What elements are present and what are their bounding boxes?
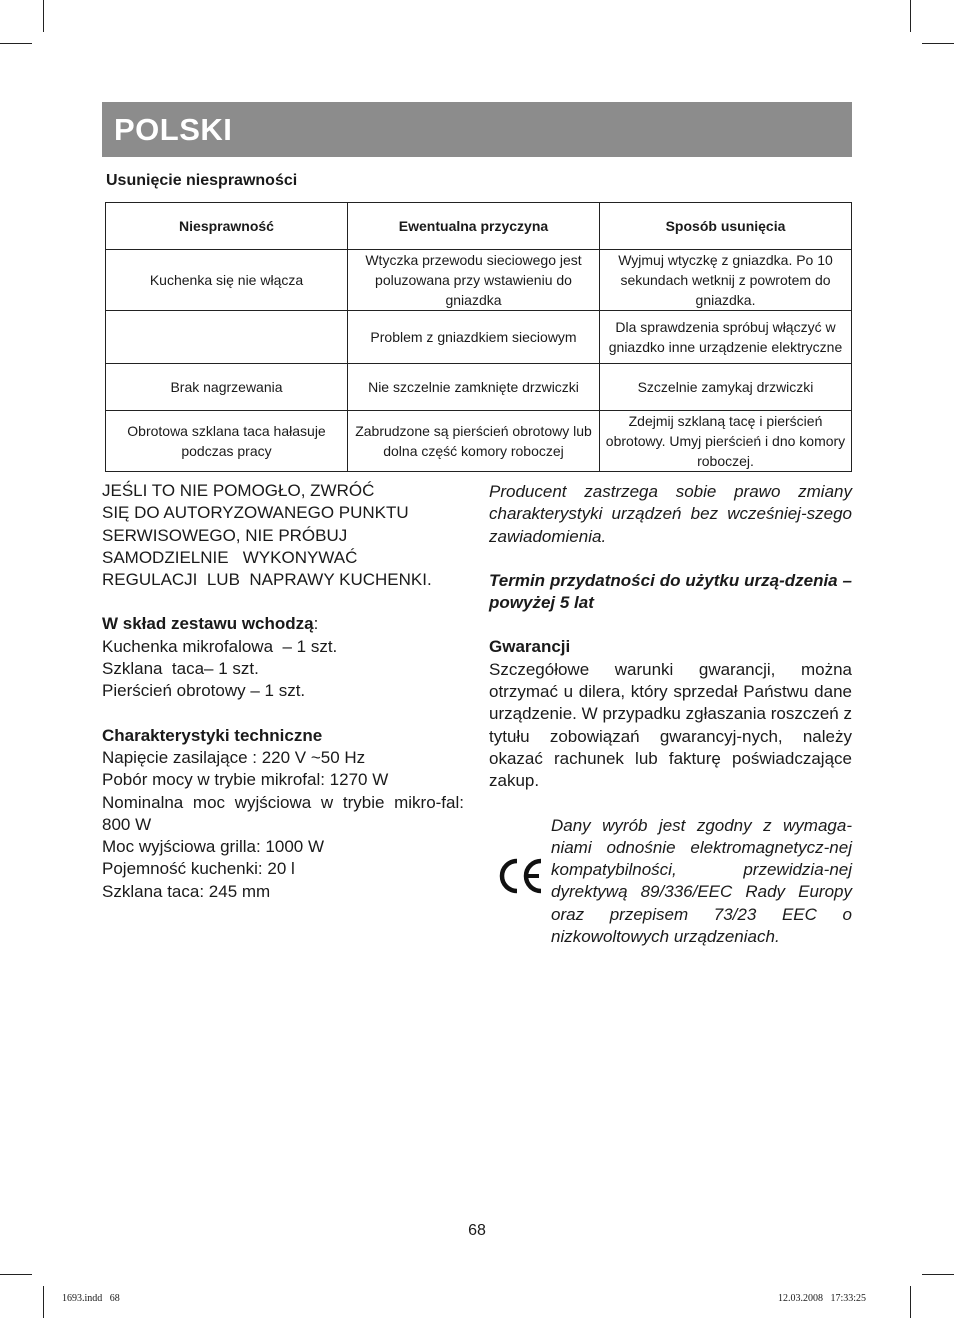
warranty-section (489, 636, 852, 792)
package-contents-title: W skład zestawu wchodzą (102, 614, 314, 634)
crop-mark (910, 1286, 911, 1318)
table-cell: Wyjmuj wtyczkę z gniazdka. Po 10 sekundach wetknij z powrotem do gniazdka. (600, 250, 852, 311)
table-cell: Wtyczka przewodu sieciowego jest poluzowana przy wstawieniu do gniazdka (348, 250, 600, 311)
spec-line: Szklana taca: 245 mm (102, 881, 271, 901)
table-cell: Problem z gniazdkiem sieciowym (348, 311, 600, 364)
crop-mark (922, 1274, 954, 1275)
spec-line: Pojemność kuchenki: 20 l (102, 859, 295, 879)
crop-mark (0, 43, 32, 44)
table-cell (106, 311, 348, 364)
column-header: Niesprawność (106, 203, 348, 250)
language-banner: POLSKI (102, 102, 852, 157)
spec-line: Napięcie zasilające : 220 V ~50 Hz (102, 747, 366, 767)
warning-line: REGULACJI LUB NAPRAWY KUCHENKI. (102, 570, 432, 590)
crop-mark (43, 0, 44, 32)
spec-line: Moc wyjściowa grilla: 1000 W (102, 837, 325, 857)
table-row (106, 364, 852, 411)
table-header-row (106, 203, 852, 250)
troubleshooting-title: Usunięcie niesprawności (106, 172, 298, 189)
crop-mark (0, 1274, 32, 1275)
table-row (106, 250, 852, 311)
service-warning (102, 480, 464, 591)
table-cell: Brak nagrzewania (106, 364, 348, 411)
spec-line: Nominalna moc wyjściowa w trybie mikro-fal: 800 W (102, 792, 464, 834)
package-contents-title-suffix: : (313, 614, 319, 634)
package-contents (102, 613, 464, 702)
table-cell: Zdejmij szklaną tacę i pierścień obrotowy. Umyj pierścień i dno komory roboczej. (600, 411, 852, 472)
table-cell: Dla sprawdzenia spróbuj włączyć w gniazdko inne urządzenie elektryczne (600, 311, 852, 364)
package-item: Szklana taca– 1 szt. (102, 659, 259, 679)
page-number: 68 (468, 1222, 486, 1239)
table-row (106, 311, 852, 364)
table-cell: Zabrudzone są pierścień obrotowy lub dolna część komory roboczej (348, 411, 600, 472)
specs-title: Charakterystyki techniczne (102, 725, 323, 745)
troubleshooting-table (105, 202, 852, 472)
column-header: Sposób usunięcia (600, 203, 852, 250)
ce-mark-icon (495, 855, 545, 897)
package-item: Kuchenka mikrofalowa – 1 szt. (102, 636, 338, 656)
crop-mark (43, 1286, 44, 1318)
table-cell: Szczelnie zamykaj drzwiczki (600, 364, 852, 411)
technical-specs (102, 725, 464, 903)
shelf-life-note: Termin przydatności do użytku urzą-dzenia – powyżej 5 lat (489, 570, 852, 613)
ce-conformity-text: Dany wyrób jest zgodny z wymaga-niami odnośnie elektromagnetycz-nej kompatybilności, przewidzia-nej dyrektywą 89/336/EEC Rady Europy oraz przepisem 73/23 EEC o nizkowoltowych urządzeniach. (551, 815, 852, 947)
warning-line: SERWISOWEGO, NIE PRÓBUJ (102, 525, 348, 545)
warning-line: SAMODZIELNIE WYKONYWAĆ (102, 547, 358, 567)
warranty-text: Szczegółowe warunki gwarancji, można otrzymać u dilera, który sprzedał Państwu dane urządzenie. W przypadku zgłaszania roszczeń z tytułu zobowiązań gwarancyj-nych, należy okazać rachunek lub fakturę poświadczające zakup. (489, 659, 852, 791)
ce-conformity-block (489, 815, 852, 949)
crop-mark (922, 43, 954, 44)
left-column (102, 480, 464, 925)
footer-file-info: 1693.indd 68 (62, 1293, 120, 1304)
warning-line: SIĘ DO AUTORYZOWANEGO PUNKTU (102, 503, 409, 523)
warning-line: JEŚLI TO NIE POMOGŁO, ZWRÓĆ (102, 481, 375, 500)
package-item: Pierścień obrotowy – 1 szt. (102, 681, 306, 701)
table-cell: Obrotowa szklana taca hałasuje podczas pracy (106, 411, 348, 472)
table-cell: Nie szczelnie zamknięte drzwiczki (348, 364, 600, 411)
right-column (489, 481, 852, 948)
warranty-title: Gwarancji (489, 637, 571, 657)
crop-mark (910, 0, 911, 32)
table-row (106, 411, 852, 472)
footer-timestamp: 12.03.2008 17:33:25 (778, 1293, 867, 1304)
spec-line: Pobór mocy w trybie mikrofal: 1270 W (102, 770, 389, 790)
column-header: Ewentualna przyczyna (348, 203, 600, 250)
table-cell: Kuchenka się nie włącza (106, 250, 348, 311)
producer-note: Producent zastrzega sobie prawo zmiany charakterystyki urządzeń bez wcześniej-szego zawiadomienia. (489, 482, 852, 546)
